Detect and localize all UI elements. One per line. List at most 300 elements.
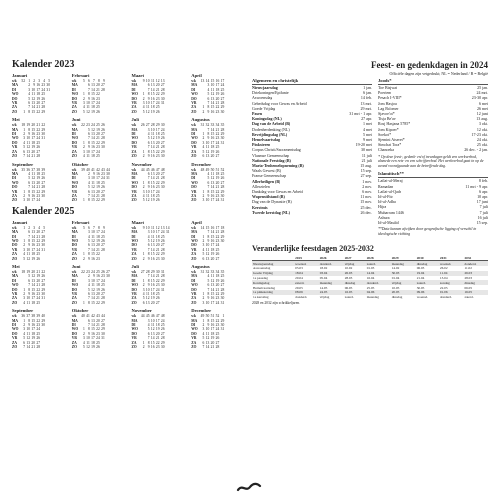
day-cell: 29 <box>41 109 45 114</box>
holiday-name: Driekoningen/Epifanie <box>252 90 289 96</box>
day-cell: 11 <box>151 323 155 328</box>
day-cell: 24 <box>215 300 220 305</box>
day-cell: 4 <box>23 252 25 257</box>
day-cell: 6 <box>87 318 90 323</box>
holiday-name: Tweede kerstdag (NL) <box>252 209 290 215</box>
day-cell: 29 <box>220 105 225 110</box>
day-label: WO <box>71 283 79 288</box>
day-cell: 5 <box>82 345 85 350</box>
day-cell: 32 <box>205 123 210 128</box>
day-cell: 33 <box>210 123 215 128</box>
day-cell: 31 <box>46 87 50 92</box>
year-header: 2029 <box>391 255 416 260</box>
day-cell: 23 <box>155 256 160 261</box>
day-cell: 49 <box>205 167 210 172</box>
day-cell: 28 <box>101 136 105 141</box>
holiday-date: 6 jan. <box>363 90 372 96</box>
day-cell: 20 <box>210 340 215 345</box>
day-label: ZA <box>131 149 137 154</box>
day-row <box>12 257 69 261</box>
row-label: Nieuwjaarsdag <box>252 261 294 266</box>
day-cell: 26 <box>41 96 45 101</box>
day-cell: 21 <box>96 296 100 301</box>
day-cell: 16 <box>210 225 215 230</box>
day-label: MA <box>191 274 198 279</box>
day-cell: 13 <box>205 340 210 345</box>
day-cell: 4 <box>207 87 210 92</box>
day-cell: 1 <box>23 225 25 230</box>
day-row <box>191 345 248 349</box>
day-cell: 22 <box>155 180 160 185</box>
month-block <box>191 308 248 349</box>
day-cell: 16 <box>91 331 95 336</box>
table-cell: 19.04 <box>416 271 439 276</box>
holiday-name: Id-ul-Adha <box>378 199 396 205</box>
day-cell: 24 <box>96 336 100 341</box>
day-cell: 16 <box>150 283 155 288</box>
month-name: December <box>191 308 212 314</box>
day-cell: 17 <box>31 198 35 203</box>
day-cell: 30 <box>160 185 165 190</box>
day-cell: 5 <box>28 176 30 181</box>
day-cell: 14 <box>200 225 205 230</box>
day-cell: 3 <box>142 287 145 292</box>
day-cell <box>219 154 224 158</box>
day-cell: 15 <box>150 278 155 283</box>
holiday-name: Rosj Hasjana 5785* <box>378 121 411 127</box>
day-label: DI <box>71 234 76 239</box>
religious-holidays <box>378 78 488 236</box>
day-cell: 7 <box>28 234 30 239</box>
day-cell: 25 <box>96 105 100 110</box>
day-label: DI <box>191 234 196 239</box>
day-cell: 4 <box>202 331 205 336</box>
day-cell: 15 <box>210 79 215 83</box>
day-cell: 19 <box>155 327 160 332</box>
day-cell: 17 <box>91 336 95 341</box>
day-label: wk <box>191 225 196 230</box>
table-cell: 14.02 <box>391 266 400 271</box>
holiday-row <box>378 220 488 225</box>
table-cell: 18.04 <box>294 271 319 276</box>
day-label: DI <box>131 234 136 239</box>
day-cell: 4 <box>207 171 210 176</box>
day-cell <box>160 198 165 202</box>
day-label: WO <box>12 283 19 288</box>
day-cell: 2 <box>202 109 205 114</box>
holiday-date: 6 apr. <box>479 188 488 194</box>
day-label: DO <box>12 243 18 248</box>
day-label: VR <box>191 336 197 341</box>
day-cell: 13 <box>31 180 35 185</box>
month-name: November <box>131 161 152 167</box>
day-label: VR <box>131 101 137 106</box>
day-label: ZO <box>191 154 197 159</box>
day-cell: 30 <box>106 274 110 279</box>
day-cell: 7 <box>87 247 90 252</box>
day-cells <box>20 198 45 202</box>
legend-note: Officiële dagen zijn vetgedrukt; NL = Nederland / B = België <box>389 71 488 76</box>
table-cell: woensd. <box>439 261 464 266</box>
day-cell: 25 <box>160 323 165 328</box>
day-cell: 28 <box>215 345 220 350</box>
table-cell: 28.03 <box>464 275 473 280</box>
day-cell: 27 <box>220 180 225 185</box>
day-cell: 16 <box>31 243 35 248</box>
day-cell: 1 <box>202 105 205 110</box>
day-cell: 14 <box>150 87 155 92</box>
month-block <box>12 264 69 305</box>
holiday-date: 8 feb. <box>478 178 488 184</box>
holiday-name: Lag Ba'omer <box>378 105 399 111</box>
day-cell: 14 <box>91 247 95 252</box>
day-cell: 45 <box>145 167 150 172</box>
day-cell: 18 <box>155 323 160 328</box>
day-label: VR <box>191 101 197 106</box>
day-cell: 7 <box>207 127 210 132</box>
day-cell: 11 <box>31 92 35 97</box>
holiday-name: Id-ul-Maulid <box>378 220 399 226</box>
day-cell: 2 <box>142 185 145 190</box>
day-cell: 19 <box>31 145 35 150</box>
day-cell: 31 <box>106 176 110 181</box>
day-cell: 9 <box>28 243 30 248</box>
month-name: September <box>12 161 34 167</box>
day-cell: 27 <box>41 278 45 283</box>
day-cell: 8 <box>207 318 210 323</box>
day-cell: 16 <box>150 96 155 101</box>
month-name: Mei <box>12 117 20 123</box>
day-cell: 21 <box>155 176 160 181</box>
day-cell: 21 <box>96 136 100 141</box>
holiday-date: 7 juli <box>479 204 488 210</box>
day-label: ZO <box>131 256 137 261</box>
day-cell: 26 <box>101 270 105 274</box>
day-label: MA <box>191 171 198 176</box>
day-cell: 11 <box>210 87 215 92</box>
day-cell: 7 <box>207 230 210 235</box>
day-cell: 20 <box>96 83 100 88</box>
day-cell: 6 <box>207 180 210 185</box>
holiday-date: 12 juni <box>476 111 488 117</box>
day-cell: 15 <box>91 327 95 332</box>
day-cell: 5 <box>202 336 205 341</box>
day-cell: 27 <box>101 292 105 297</box>
day-cell: 17 <box>155 230 160 235</box>
day-cell: 1 <box>23 287 25 292</box>
table-cell: 10.05 <box>391 285 400 290</box>
day-cell: 24 <box>91 123 95 128</box>
day-cell: 8 <box>147 149 150 154</box>
day-cell: 12 <box>205 149 210 154</box>
day-cell: 29 <box>41 238 45 243</box>
day-cell: 23 <box>155 345 160 350</box>
day-cell: 22 <box>36 189 40 194</box>
day-cell: 4 <box>147 234 150 239</box>
day-cell: 8 <box>97 225 100 230</box>
holiday-name: Tisja Be'av <box>378 116 396 122</box>
table-cell: 25.05 <box>366 285 375 290</box>
day-cell: 29 <box>220 189 225 194</box>
holiday-date: 7 juli <box>479 209 488 215</box>
day-cell: 29 <box>41 318 45 323</box>
day-cell: 16 <box>150 185 155 190</box>
day-cells <box>20 301 45 305</box>
day-cell: 5 <box>202 252 205 257</box>
day-cell: 15 <box>150 149 155 154</box>
day-label: MA <box>71 127 78 132</box>
day-cell: 3 <box>147 318 150 323</box>
day-cell: 12 <box>145 198 150 203</box>
holiday-name: Sjavoe'ot* <box>378 111 395 117</box>
day-cell: 22 <box>96 300 100 305</box>
jewish-list <box>378 85 488 153</box>
table-cell: zondag <box>439 280 464 285</box>
day-cell: 6 <box>202 340 205 345</box>
day-cell: 15 <box>205 225 210 230</box>
day-cell: 23 <box>41 83 45 88</box>
day-cell: 15 <box>150 92 155 97</box>
day-cell: 30 <box>220 193 225 198</box>
day-cell: 2 <box>23 292 25 297</box>
table-cell: 05.04 <box>319 275 328 280</box>
day-cells <box>20 154 45 158</box>
table-cell: vrijdag <box>319 295 330 300</box>
holiday-name: Nationale Feestdag (B) <box>252 157 291 163</box>
day-label: WO <box>71 180 79 185</box>
day-cell: 27 <box>36 340 40 345</box>
day-cell: 25 <box>36 300 40 305</box>
holiday-name: Vlaamse Gemeenschap <box>252 152 290 158</box>
day-cell: 10 <box>86 336 90 341</box>
day-cell: 1 <box>82 300 85 305</box>
day-cell: 24 <box>36 247 40 252</box>
day-cells <box>140 301 165 305</box>
day-cell: 21 <box>36 185 40 190</box>
day-cell: 17 <box>150 189 155 194</box>
day-cell: 8 <box>147 340 150 345</box>
day-row <box>132 154 189 158</box>
day-cell: 29 <box>41 127 45 132</box>
table-cell: 16.04 <box>366 275 375 280</box>
day-cell: 9 <box>87 256 90 261</box>
leap-year-note: 2028 en 2032 zijn schrikkeljaren. <box>252 301 301 306</box>
day-cell: 13 <box>26 340 30 345</box>
day-cell: 24 <box>91 270 95 274</box>
day-label: ZA <box>191 105 197 110</box>
day-cell: 9 <box>147 345 150 350</box>
day-cell: 23 <box>215 136 220 141</box>
day-label: ZO <box>12 300 18 305</box>
day-cell: 12 <box>31 176 35 181</box>
month-block <box>191 117 248 158</box>
day-cell: 11 <box>31 171 35 176</box>
day-label: wk <box>131 225 137 230</box>
day-label: wk <box>71 123 77 128</box>
day-row <box>132 110 189 114</box>
day-cell: 19 <box>96 127 100 132</box>
day-cell: 26 <box>215 149 220 154</box>
table-cell: 14.05 <box>319 285 328 290</box>
table-cell: 10.02 <box>344 266 353 271</box>
day-label: DO <box>12 287 18 292</box>
day-cell: 3 <box>147 127 150 132</box>
year-header: 2028 <box>366 255 391 260</box>
day-cell: 20 <box>96 132 100 137</box>
day-label: MA <box>131 274 138 279</box>
day-cell: 14 <box>91 136 95 141</box>
day-cell: 2 <box>202 323 205 328</box>
day-cell: 20 <box>210 154 215 159</box>
day-cell: 11 <box>91 180 95 185</box>
day-cell: 21 <box>210 345 215 350</box>
day-label: WO <box>191 136 198 141</box>
day-cell: 24 <box>96 101 100 106</box>
day-cell: 1 <box>142 149 145 154</box>
day-cell: 12 <box>31 274 35 279</box>
month-block <box>132 117 189 158</box>
day-cell: 30 <box>220 136 225 141</box>
holiday-name: Waals Gewest (B) <box>252 168 282 174</box>
day-cell: 31 <box>160 287 165 292</box>
day-cells <box>20 257 45 261</box>
day-label: VR <box>12 101 18 106</box>
day-cell: 7 <box>92 225 95 230</box>
day-label: VR <box>71 101 77 106</box>
holiday-name: Koningsdag (NL) <box>252 116 282 122</box>
day-cell: 25 <box>160 234 165 239</box>
day-label: wk <box>191 123 196 128</box>
holiday-date: 11 juli <box>361 152 372 158</box>
day-label: ZA <box>191 149 197 154</box>
day-cell: 21 <box>36 234 40 239</box>
holiday-date: 6 mei <box>479 100 488 106</box>
day-cell: 22 <box>155 92 160 97</box>
day-cell: 12 <box>86 109 90 114</box>
holiday-row <box>252 210 372 215</box>
day-label: ZA <box>191 296 197 301</box>
day-cell: 35 <box>220 123 225 128</box>
day-cell: 5 <box>147 136 150 141</box>
day-label: ZA <box>71 296 77 301</box>
table-cell: vrijdag <box>391 280 416 285</box>
day-cell: 5 <box>87 127 90 132</box>
day-cell: 22 <box>215 318 220 323</box>
day-cell: 25 <box>101 283 105 288</box>
day-cell: 20 <box>155 331 160 336</box>
day-cell: 5 <box>23 145 25 150</box>
day-label: DI <box>191 176 196 181</box>
holiday-date: 17-23 okt. <box>471 131 488 137</box>
day-cell: 24 <box>101 230 105 235</box>
day-cell: 35 <box>21 167 25 172</box>
day-cell: 30 <box>160 123 165 128</box>
day-label: DO <box>12 140 18 145</box>
month-block <box>12 117 69 158</box>
day-cell: 18 <box>150 292 155 297</box>
day-cell: 1 <box>23 318 25 323</box>
day-cell: 30 <box>220 296 225 301</box>
day-cell: 22 <box>36 127 40 132</box>
day-cells <box>80 301 110 305</box>
day-label: DO <box>131 140 137 145</box>
day-label: ZA <box>131 252 137 257</box>
day-cell: 8 <box>87 327 90 332</box>
day-cell: 20 <box>36 101 40 106</box>
general-heading: Algemeen en christelijk <box>252 78 372 85</box>
day-label: MA <box>131 171 138 176</box>
day-cell: 24 <box>101 176 105 181</box>
day-cell: 13 <box>91 318 95 323</box>
day-cell <box>219 345 224 349</box>
day-cells <box>80 110 105 114</box>
holiday-name: Dag van de Arbeid (B) <box>252 121 291 127</box>
day-cell: 23 <box>155 154 160 159</box>
day-row <box>132 301 189 305</box>
day-cell: 30 <box>155 270 160 274</box>
day-label: VR <box>131 247 137 252</box>
day-label: ZO <box>71 198 77 203</box>
day-cell: 17 <box>96 230 100 235</box>
day-cell: 7 <box>207 287 210 292</box>
day-cell: 6 <box>147 171 150 176</box>
day-label: MA <box>71 83 78 88</box>
day-cell: 3 <box>202 327 205 332</box>
table-cell: zaterd. <box>464 295 474 300</box>
day-label: VR <box>12 336 18 341</box>
day-row <box>72 198 129 202</box>
day-cell: 16 <box>96 274 100 279</box>
day-cell: 10 <box>205 198 210 203</box>
day-label: ZO <box>71 154 77 159</box>
day-cell: 2 <box>23 243 25 248</box>
day-cell: 16 <box>210 193 215 198</box>
day-cell: 30 <box>220 238 225 243</box>
day-cell: 22 <box>215 292 220 297</box>
day-cell: 29 <box>101 300 105 305</box>
month-name: Januari <box>12 219 28 225</box>
day-label: ZO <box>12 198 18 203</box>
day-cell: 9 <box>28 193 30 198</box>
day-cell: 26 <box>41 274 45 279</box>
day-cell: 25 <box>155 105 160 110</box>
day-cell: 28 <box>160 247 165 252</box>
day-cell: 6 <box>202 256 205 261</box>
day-cell: 27 <box>41 101 45 106</box>
day-cell: 2 <box>202 193 205 198</box>
day-cell: 14 <box>150 176 155 181</box>
islamic-heading: Islamitisch** <box>378 171 488 178</box>
day-row <box>191 257 248 261</box>
day-label: wk <box>12 225 17 230</box>
day-cell: 6 <box>28 278 30 283</box>
day-cell: 20 <box>36 278 40 283</box>
day-cell: 3 <box>38 79 40 83</box>
month-block <box>132 264 189 305</box>
day-cell: 2 <box>28 83 30 88</box>
table-cell: 21.04 <box>416 275 425 280</box>
day-label: DO <box>191 243 197 248</box>
month-name: April <box>191 73 202 78</box>
day-cell: 25 <box>155 292 160 297</box>
day-cell: 7 <box>23 154 25 159</box>
day-cell: 10 <box>26 247 30 252</box>
day-cell: 28 <box>101 193 105 198</box>
day-label: DI <box>71 323 76 328</box>
day-cell: 11 <box>86 340 90 345</box>
day-cell: 17 <box>155 318 160 323</box>
day-cell: 16 <box>36 83 40 88</box>
